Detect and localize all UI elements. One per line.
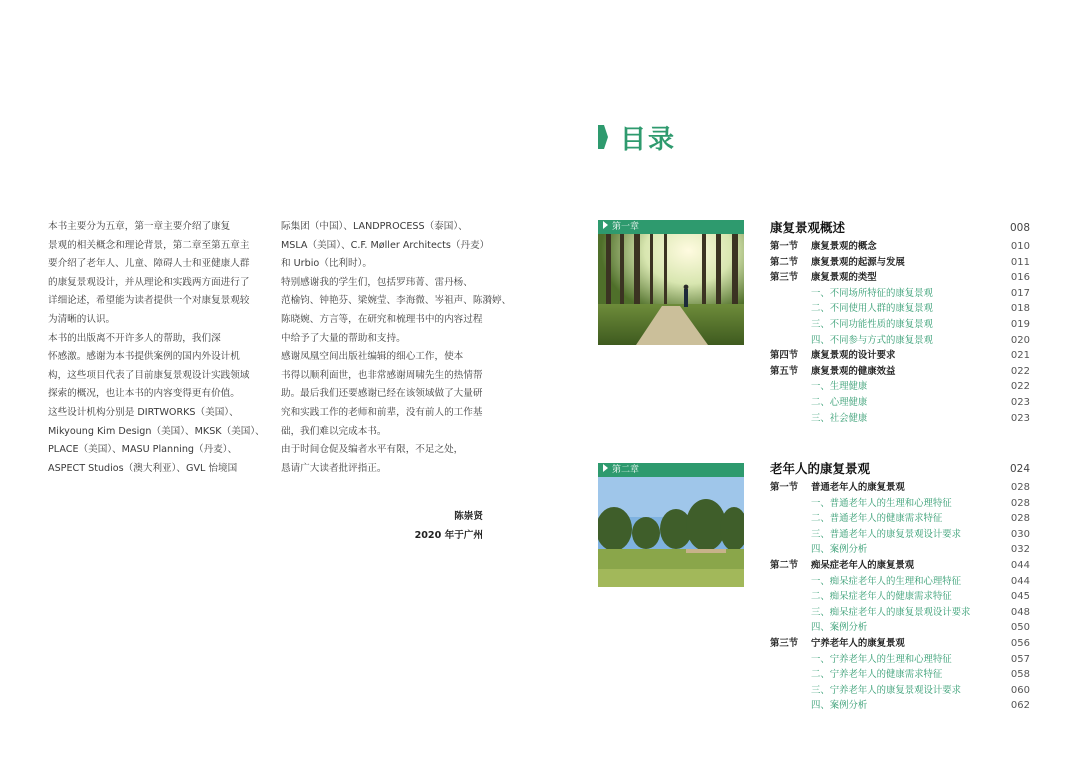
preface-line: 恳请广大读者批评指正。 (281, 462, 387, 474)
section-title: 康复景观的健康效益 (811, 365, 896, 377)
page-number: 023 (1010, 396, 1030, 408)
section-number: 第三节 (770, 637, 799, 649)
subsection-title: 一、痴呆症老年人的生理和心理特征 (811, 575, 962, 587)
page-number: 062 (1010, 700, 1030, 712)
preface-line: 为清晰的认识。 (48, 313, 116, 325)
page-number: 028 (1010, 482, 1030, 493)
subsection-title: 二、普通老年人的健康需求特征 (811, 513, 943, 525)
chapter2-page: 024 (1009, 463, 1030, 475)
play-arrow-icon (603, 221, 608, 229)
subsection-title: 二、痴呆症老年人的健康需求特征 (811, 591, 952, 603)
chapter2-title-row[interactable] (770, 458, 1030, 480)
page-number: 050 (1010, 622, 1030, 634)
chapter1-band (598, 220, 744, 234)
toc-subsection-row[interactable] (770, 286, 1030, 302)
section-title: 痴呆症老年人的康复景观 (811, 559, 915, 571)
subsection-title: 四、案例分析 (811, 622, 868, 634)
toc-subsection-row[interactable] (770, 683, 1030, 699)
page-number: 021 (1010, 350, 1030, 362)
section-title: 康复景观的概念 (811, 241, 877, 252)
heading-marker-icon (598, 125, 608, 149)
preface-line: Mikyoung Kim Design（美国）、MKSK（美国）、 (48, 425, 265, 437)
preface-line: 由于时间仓促及编者水平有限，不足之处， (281, 444, 464, 456)
toc-section-row[interactable] (770, 255, 1030, 271)
page-number: 030 (1010, 528, 1030, 540)
preface-line: 这些设计机构分别是 DIRTWORKS（美国）、 (48, 406, 239, 418)
page-number: 056 (1010, 637, 1030, 649)
preface-line: 助。最后我们还要感谢已经在该领域做了大量研 (281, 388, 483, 400)
section-number: 第二节 (770, 559, 799, 571)
toc-subsection-row[interactable] (770, 589, 1030, 605)
preface-column-1 (48, 218, 265, 478)
page-number: 022 (1010, 381, 1030, 393)
subsection-title: 四、案例分析 (811, 700, 868, 712)
signature-block (281, 500, 483, 544)
chapter2-band-label: 第二章 (612, 465, 640, 475)
toc-subsection-row[interactable] (770, 379, 1030, 395)
toc-subsection-row[interactable] (770, 496, 1030, 512)
subsection-title: 一、普通老年人的生理和心理特征 (811, 497, 952, 509)
toc-title: 目录 (620, 124, 677, 155)
section-title: 康复景观的类型 (811, 272, 877, 284)
toc-section-row[interactable] (770, 480, 1030, 496)
preface-line: 范榆钧、钟艳芬、梁婉莹、李海微、岑祖声、陈漪婷、 (281, 295, 512, 307)
toc-section-row[interactable] (770, 558, 1030, 574)
preface-line: 要介绍了老年人、儿童、障碍人士和亚健康人群 (48, 258, 250, 270)
toc-subsection-row[interactable] (770, 574, 1030, 590)
section-number: 第三节 (770, 272, 799, 284)
page-number: 016 (1010, 272, 1030, 284)
subsection-title: 三、不同功能性质的康复景观 (811, 318, 933, 330)
subsection-title: 三、社会健康 (811, 412, 868, 424)
preface-line: ASPECT Studios（澳大利亚）、GVL 怡境国 (48, 462, 238, 474)
chapter2-band (598, 463, 744, 477)
chapter1-title: 康复景观概述 (770, 220, 846, 235)
preface-line: 中给予了大量的帮助和支持。 (281, 332, 406, 344)
page-number: 045 (1010, 591, 1030, 603)
subsection-title: 四、案例分析 (811, 544, 868, 556)
toc-subsection-row[interactable] (770, 395, 1030, 411)
section-number: 第二节 (770, 256, 799, 268)
preface-line: 详细论述，希望能为读者提供一个对康复景观较 (48, 295, 250, 307)
toc-subsection-row[interactable] (770, 527, 1030, 543)
subsection-title: 三、普通老年人的康复景观设计要求 (811, 528, 962, 540)
subsection-title: 一、宁养老年人的生理和心理特征 (811, 653, 952, 665)
page-number: 019 (1010, 318, 1030, 330)
subsection-title: 三、痴呆症老年人的康复景观设计要求 (811, 606, 971, 618)
page-number: 057 (1010, 653, 1030, 665)
toc-subsection-row[interactable] (770, 301, 1030, 317)
preface-line: 怀感激。感谢为本书提供案例的国内外设计机 (48, 351, 240, 363)
section-number: 第五节 (770, 365, 799, 377)
page-number: 017 (1010, 287, 1030, 299)
page-number: 060 (1010, 684, 1030, 696)
chapter2-title: 老年人的康复景观 (770, 461, 871, 476)
toc-subsection-row[interactable] (770, 333, 1030, 349)
preface-line: 特别感谢我的学生们，包括罗玮菁、雷丹杨、 (281, 276, 473, 288)
subsection-title: 四、不同参与方式的康复景观 (811, 334, 933, 346)
subsection-title: 一、不同场所特征的康复景观 (811, 287, 933, 299)
preface-line: 本书主要分为五章，第一章主要介绍了康复 (48, 221, 231, 232)
preface-line: 础，我们难以完成本书。 (281, 425, 387, 437)
subsection-title: 三、宁养老年人的康复景观设计要求 (811, 684, 962, 696)
page-number: 023 (1010, 412, 1030, 424)
page-number: 010 (1010, 241, 1030, 252)
preface-line: 探索的概况，也让本书的内容变得更有价值。 (48, 388, 240, 400)
toc-section-row[interactable] (770, 364, 1030, 380)
preface-column-2 (281, 218, 512, 478)
section-title: 宁养老年人的康复景观 (811, 637, 905, 649)
toc-heading (598, 120, 676, 154)
preface-line: 书得以顺利面世，也非常感谢周啸先生的热情帮 (281, 369, 483, 381)
section-title: 普通老年人的康复景观 (811, 482, 905, 493)
page-number: 018 (1010, 303, 1030, 315)
preface-line: 际集团（中国）、LANDPROCESS（泰国）、 (281, 221, 468, 232)
page-number: 011 (1010, 256, 1030, 268)
chapter1-page: 008 (1009, 222, 1030, 234)
toc-subsection-row[interactable] (770, 542, 1030, 558)
toc-subsection-row[interactable] (770, 605, 1030, 621)
section-number: 第一节 (770, 482, 799, 493)
preface-line: 和 Urbio（比利时）。 (281, 258, 372, 270)
preface-line: MSLA（美国）、C.F. Møller Architects（丹麦） (281, 239, 490, 251)
page-number: 022 (1010, 365, 1030, 377)
preface-line: 构，这些项目代表了目前康复景观设计实践领域 (48, 369, 250, 381)
preface-line: 究和实践工作的老师和前辈，没有前人的工作基 (281, 406, 483, 418)
chapter1-band-label: 第一章 (612, 222, 640, 232)
chapter2-park-photo (598, 477, 744, 587)
preface-line: 本书的出版离不开许多人的帮助，我们深 (48, 332, 221, 344)
toc-section-row[interactable] (770, 270, 1030, 286)
toc-subsection-row[interactable] (770, 511, 1030, 527)
preface-line: 景观的相关概念和理论背景，第二章至第五章主 (48, 239, 250, 251)
toc-section-row[interactable] (770, 239, 1030, 255)
subsection-title: 二、宁养老年人的健康需求特征 (811, 669, 943, 681)
page-number: 020 (1010, 334, 1030, 346)
date-place: 2020 年于广州 (414, 530, 483, 541)
page-number: 028 (1010, 497, 1030, 509)
toc-chapter1 (770, 217, 1030, 426)
page-number: 058 (1010, 669, 1030, 681)
preface-line: 陈晓婉、方言等，在研究和梳理书中的内容过程 (281, 313, 483, 325)
chapter1-forest-photo (598, 234, 744, 345)
toc-section-row[interactable] (770, 636, 1030, 652)
toc-chapter2 (770, 458, 1030, 714)
toc-subsection-row[interactable] (770, 317, 1030, 333)
page-number: 044 (1010, 559, 1030, 571)
section-title: 康复景观的设计要求 (811, 350, 896, 362)
toc-section-row[interactable] (770, 348, 1030, 364)
section-number: 第一节 (770, 241, 799, 252)
subsection-title: 一、生理健康 (811, 381, 868, 393)
page-number: 048 (1010, 606, 1030, 618)
chapter1-title-row[interactable] (770, 217, 1030, 239)
section-number: 第四节 (770, 350, 799, 362)
author-name: 陈崇贤 (454, 511, 483, 522)
preface-line: 感谢凤凰空间出版社编辑的细心工作，使本 (281, 351, 464, 363)
section-title: 康复景观的起源与发展 (811, 256, 905, 268)
page-number: 044 (1010, 575, 1030, 587)
preface-line: 的康复景观设计，并从理论和实践两方面进行了 (48, 276, 250, 288)
page-number: 032 (1010, 544, 1030, 556)
toc-subsection-row[interactable] (770, 652, 1030, 668)
subsection-title: 二、不同使用人群的康复景观 (811, 303, 933, 315)
toc-subsection-row[interactable] (770, 411, 1030, 427)
toc-subsection-row[interactable] (770, 698, 1030, 714)
toc-subsection-row[interactable] (770, 667, 1030, 683)
page-number: 028 (1010, 513, 1030, 525)
play-arrow-icon (603, 464, 608, 472)
subsection-title: 二、心理健康 (811, 396, 868, 408)
preface-line: PLACE（美国）、MASU Planning（丹麦）、 (48, 444, 238, 456)
toc-subsection-row[interactable] (770, 620, 1030, 636)
